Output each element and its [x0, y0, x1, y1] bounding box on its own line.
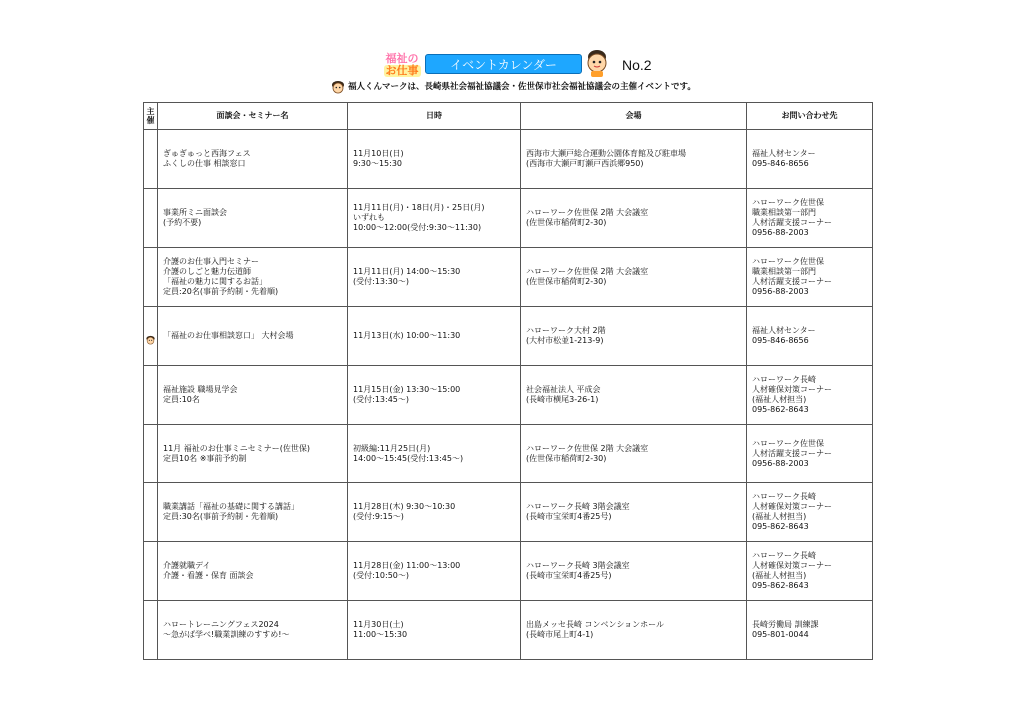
- datetime-cell: 11月15日(金) 13:30～15:00 (受付:13:45～): [348, 366, 521, 425]
- contact-cell: 長崎労働局 訓練課 095-801-0044: [747, 601, 873, 660]
- document-number: No.2: [622, 57, 652, 73]
- host-cell: [144, 189, 158, 248]
- venue-cell: ハローワーク長崎 3階会議室 (長崎市宝栄町4番25号): [521, 542, 747, 601]
- table-row: [144, 366, 873, 425]
- datetime-cell: 初級編:11月25日(月) 14:00～15:45(受付:13:45～): [348, 425, 521, 483]
- col-header-host: 主催: [144, 103, 158, 130]
- table-row: [144, 307, 873, 366]
- col-header-contact: お問い合わせ先: [747, 103, 873, 130]
- event-name-cell: ハロートレーニングフェス2024 ～急がば学べ!職業訓練のすすめ!～: [158, 601, 348, 660]
- fukujin-mark-icon: [145, 335, 156, 345]
- contact-cell: ハローワーク佐世保 職業相談第一部門 人材活躍支援コーナー 0956-88-2003: [747, 189, 873, 248]
- contact-cell: ハローワーク長崎 人材確保対策コーナー (福祉人材担当) 095-862-8643: [747, 366, 873, 425]
- event-name-cell: ぎゅぎゅっと西海フェス ふくしの仕事 相談窓口: [158, 130, 348, 189]
- col-header-name: 面談会・セミナー名: [158, 103, 348, 130]
- venue-cell: ハローワーク佐世保 2階 大会議室 (佐世保市稲荷町2-30): [521, 189, 747, 248]
- datetime-cell: 11月10日(日) 9:30～15:30: [348, 130, 521, 189]
- contact-cell: 福祉人材センター 095-846-8656: [747, 130, 873, 189]
- datetime-cell: 11月30日(土) 11:00～15:30: [348, 601, 521, 660]
- event-name-cell: 「福祉のお仕事相談窓口」 大村会場: [158, 307, 348, 366]
- fukujin-mark-icon: [330, 80, 346, 94]
- logo-line-2: お仕事: [385, 63, 419, 77]
- host-cell: [144, 601, 158, 660]
- datetime-cell: 11月11日(月)・18日(月)・25日(月) いずれも 10:00～12:00(受付:9:30～11:30): [348, 189, 521, 248]
- event-name-cell: 事業所ミニ面談会 (予約不要): [158, 189, 348, 248]
- table-row: [144, 483, 873, 542]
- table-row: [144, 425, 873, 483]
- datetime-cell: 11月28日(木) 9:30～10:30 (受付:9:15～): [348, 483, 521, 542]
- event-name-cell: 福祉施設 職場見学会 定員:10名: [158, 366, 348, 425]
- venue-cell: 西海市大瀬戸総合運動公園体育館及び駐車場 (西海市大瀬戸町瀬戸西浜郷950): [521, 130, 747, 189]
- table-row: [144, 542, 873, 601]
- table-row: [144, 189, 873, 248]
- event-name-cell: 職業講話「福祉の基礎に関する講話」 定員:30名(事前予約制・先着順): [158, 483, 348, 542]
- contact-cell: 福祉人材センター 095-846-8656: [747, 307, 873, 366]
- page-header: [0, 0, 1024, 100]
- venue-cell: ハローワーク佐世保 2階 大会議室 (佐世保市稲荷町2-30): [521, 248, 747, 307]
- contact-cell: ハローワーク長崎 人材確保対策コーナー (福祉人材担当) 095-862-8643: [747, 483, 873, 542]
- venue-cell: ハローワーク佐世保 2階 大会議室 (佐世保市稲荷町2-30): [521, 425, 747, 483]
- datetime-cell: 11月11日(月) 14:00～15:30 (受付:13:30～): [348, 248, 521, 307]
- event-table: [143, 102, 873, 660]
- contact-cell: ハローワーク長崎 人材確保対策コーナー (福祉人材担当) 095-862-8643: [747, 542, 873, 601]
- event-name-cell: 介護就職デイ 介護・看護・保育 面談会: [158, 542, 348, 601]
- datetime-cell: 11月13日(水) 10:00～11:30: [348, 307, 521, 366]
- logo-line-1: 福祉の: [385, 51, 419, 65]
- event-name-cell: 介護のお仕事入門セミナー 介護のしごと魅力伝道師 「福祉の魅力に関するお話」 定員:20名(事前予約制・先着順): [158, 248, 348, 307]
- venue-cell: ハローワーク長崎 3階会議室 (長崎市宝栄町4番25号): [521, 483, 747, 542]
- table-row: [144, 248, 873, 307]
- host-cell: [144, 130, 158, 189]
- host-cell: [144, 307, 158, 366]
- host-cell: [144, 542, 158, 601]
- contact-cell: ハローワーク佐世保 職業相談第一部門 人材活躍支援コーナー 0956-88-2003: [747, 248, 873, 307]
- venue-cell: 出島メッセ長崎 コンベンションホール (長崎市尾上町4-1): [521, 601, 747, 660]
- venue-cell: ハローワーク大村 2階 (大村市松並1-213-9): [521, 307, 747, 366]
- host-cell: [144, 366, 158, 425]
- table-row: [144, 601, 873, 660]
- event-name-cell: 11月 福祉のお仕事ミニセミナー(佐世保) 定員10名 ※事前予約制: [158, 425, 348, 483]
- col-header-datetime: 日時: [348, 103, 521, 130]
- datetime-cell: 11月28日(金) 11:00～13:00 (受付:10:50～): [348, 542, 521, 601]
- table-row: [144, 130, 873, 189]
- fukushi-logo: [383, 51, 421, 78]
- event-calendar-banner: イベントカレンダー: [425, 54, 582, 74]
- host-cell: [144, 425, 158, 483]
- host-cell: [144, 248, 158, 307]
- fukujin-mascot-icon: [583, 48, 611, 78]
- host-cell: [144, 483, 158, 542]
- host-mark-note: 福人くんマークは、長崎県社会福祉協議会・佐世保市社会福祉協議会の主催イベントです。: [348, 82, 696, 92]
- table-header-row: [144, 103, 873, 130]
- contact-cell: ハローワーク佐世保 人材活躍支援コーナー 0956-88-2003: [747, 425, 873, 483]
- col-header-venue: 会場: [521, 103, 747, 130]
- venue-cell: 社会福祉法人 平成会 (長崎市横尾3-26-1): [521, 366, 747, 425]
